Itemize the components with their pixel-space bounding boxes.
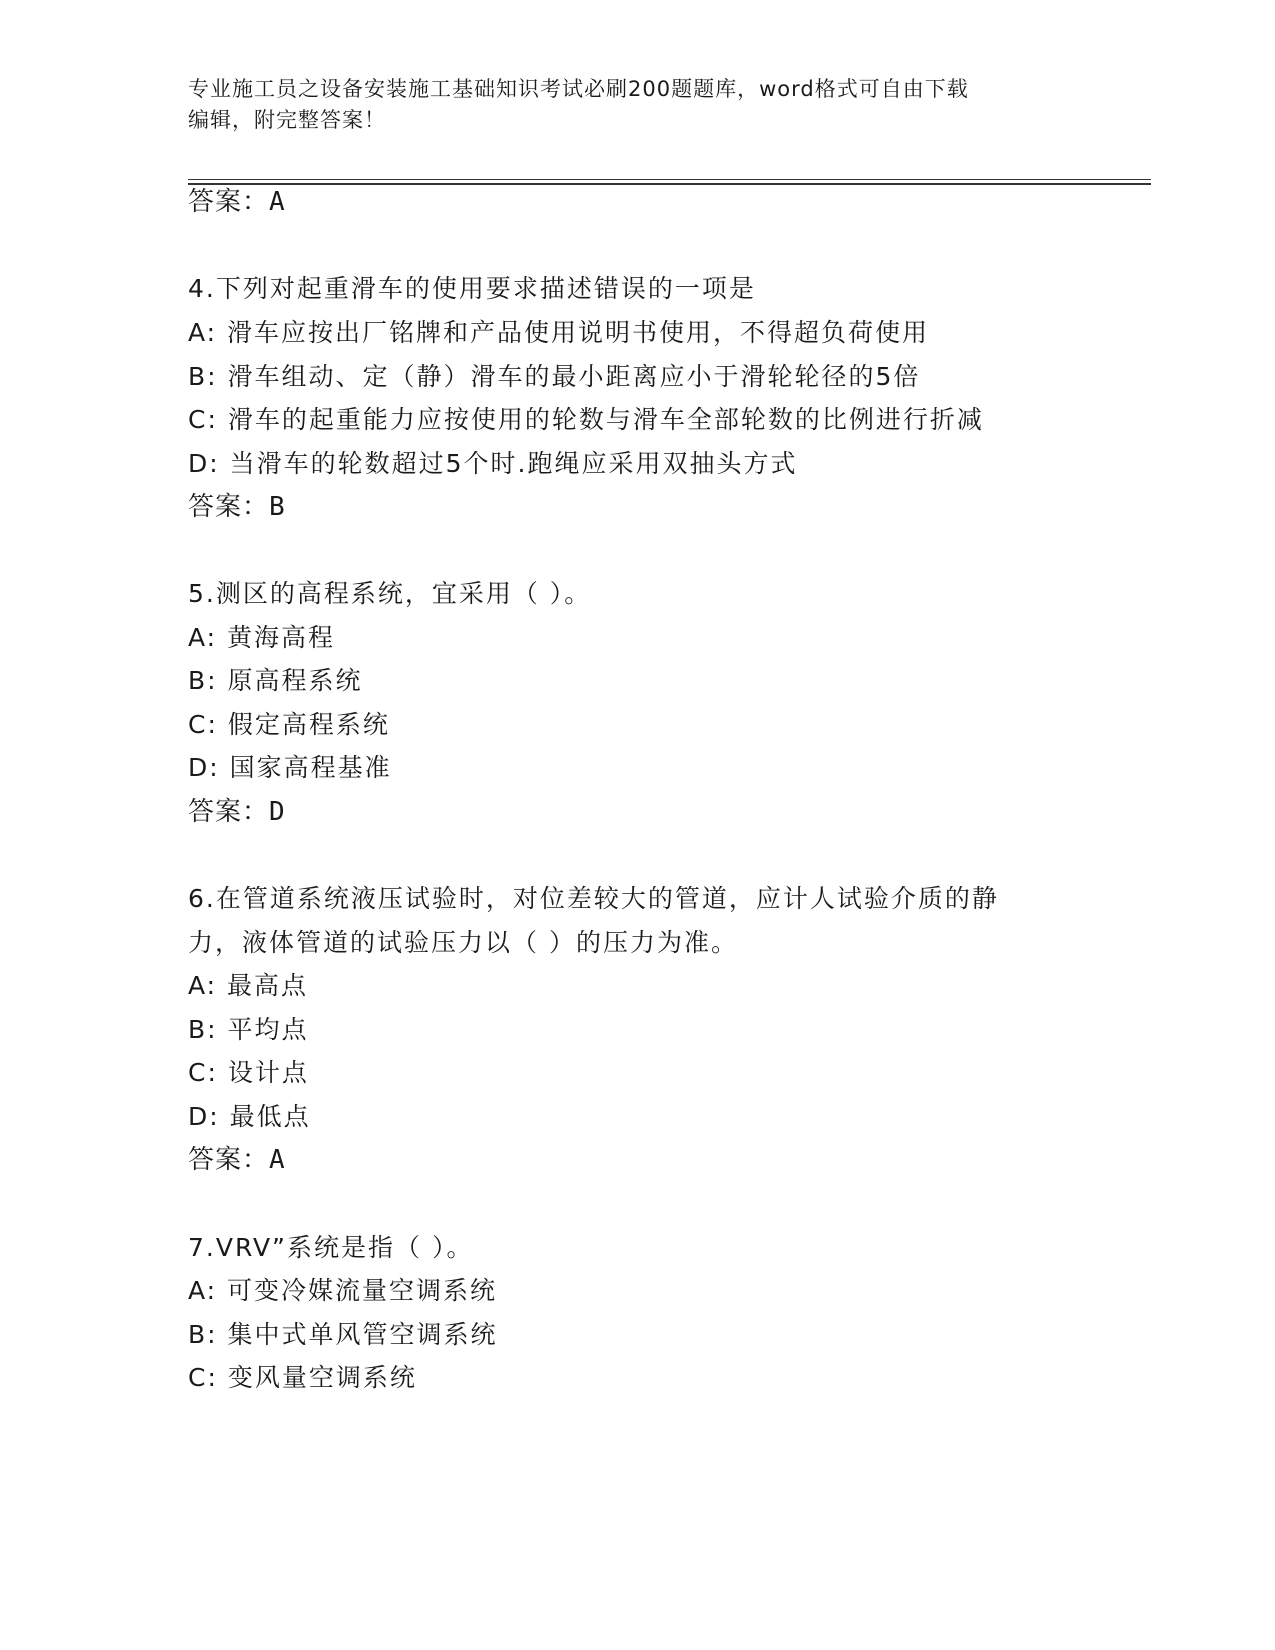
- q5-stem: 5.测区的高程系统，宜采用（ ）。: [188, 579, 592, 608]
- answer-value: D: [269, 797, 286, 827]
- q5-option-d: D: 国家高程基准: [188, 753, 392, 782]
- header-line-1: 专业施工员之设备安装施工基础知识考试必刷200题题库，word格式可自由下载: [188, 77, 969, 101]
- q5-option-c: C: 假定高程系统: [188, 710, 390, 739]
- q6-option-c: C: 设计点: [188, 1058, 309, 1087]
- q6-stem-line-1: 6.在管道系统液压试验时，对位差较大的管道，应计人试验介质的静: [188, 884, 999, 913]
- answer-value: A: [269, 1145, 286, 1175]
- q5-option-a: A: 黄海高程: [188, 623, 336, 652]
- q6-option-d: D: 最低点: [188, 1102, 311, 1131]
- header-divider-thick: [188, 183, 1151, 185]
- q6-answer: [188, 1144, 286, 1176]
- q4-option-d: D: 当滑车的轮数超过5个时.跑绳应采用双抽头方式: [188, 449, 798, 478]
- header-line-2: 编辑，附完整答案！: [188, 108, 386, 132]
- q5-answer: [188, 796, 286, 828]
- q6-stem-line-2: 力，液体管道的试验压力以（ ）的压力为准。: [188, 928, 738, 957]
- q3-answer: [188, 186, 286, 218]
- header-divider-thin: [188, 179, 1151, 180]
- answer-label: 答案：: [188, 187, 270, 217]
- document-header: [188, 74, 1088, 136]
- q4-option-c: C: 滑车的起重能力应按使用的轮数与滑车全部轮数的比例进行折减: [188, 405, 984, 434]
- answer-label: 答案：: [188, 797, 270, 827]
- q6-option-b: B: 平均点: [188, 1015, 309, 1044]
- answer-label: 答案：: [188, 492, 270, 522]
- q7-option-a: A: 可变冷媒流量空调系统: [188, 1276, 498, 1305]
- q4-option-b: B: 滑车组动、定（静）滑车的最小距离应小于滑轮轮径的5倍: [188, 362, 921, 391]
- q6-option-a: A: 最高点: [188, 971, 309, 1000]
- q7-stem: 7.VRV”系统是指（ ）。: [188, 1233, 474, 1262]
- answer-value: B: [269, 492, 286, 522]
- q7-option-b: B: 集中式单风管空调系统: [188, 1320, 498, 1349]
- q7-option-c: C: 变风量空调系统: [188, 1363, 417, 1392]
- answer-label: 答案：: [188, 1145, 270, 1175]
- answer-value: A: [269, 187, 286, 217]
- q5-option-b: B: 原高程系统: [188, 666, 363, 695]
- q4-answer: [188, 491, 286, 523]
- q4-option-a: A: 滑车应按出厂铭牌和产品使用说明书使用，不得超负荷使用: [188, 318, 930, 347]
- q4-stem: 4.下列对起重滑车的使用要求描述错误的一项是: [188, 274, 756, 303]
